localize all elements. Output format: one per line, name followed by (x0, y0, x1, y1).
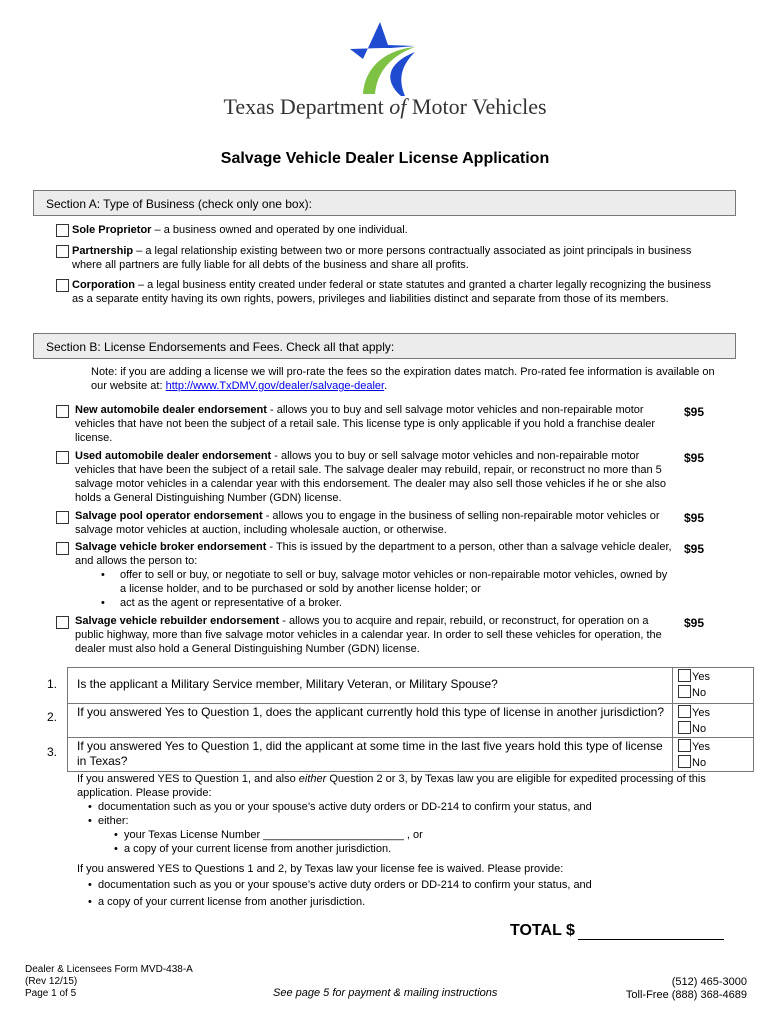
section-a-header: Section A: Type of Business (check only one box): (33, 190, 736, 216)
question-1-number: 1. (47, 677, 58, 691)
sole-proprietor-checkbox[interactable] (56, 224, 69, 237)
txdmv-star-logo-icon (345, 22, 425, 98)
expedited-info: If you answered YES to Question 1, and also either Question 2 or 3, by Texas law you are eligible for expedited processing of this application. Please provide: (77, 773, 706, 799)
corporation-checkbox[interactable] (56, 279, 69, 292)
question-3-number: 3. (47, 745, 58, 759)
expedited-sub-bullet-2: • a copy of your current license from another jurisdiction. (114, 843, 392, 855)
question-1-no[interactable]: No (678, 685, 706, 699)
footer-contact: (512) 465-3000 Toll-Free (888) 368-4689 (625, 976, 747, 1001)
sole-proprietor-label: Sole Proprietor – a business owned and operated by one individual. (72, 224, 408, 236)
total-label: TOTAL $ (510, 922, 575, 939)
expedited-bullet-2: • either: (88, 815, 129, 827)
question-row (68, 668, 753, 704)
texas-license-number-line[interactable]: • your Texas License Number _______________________ , or (114, 829, 423, 841)
used-auto-fee: $95 (684, 451, 705, 465)
used-auto-endorsement-label: Used automobile dealer endorsement - allows you to buy or sell salvage motor vehicles and non-repairable motor vehicles that have been the subject of a retail sale. The salvage dealer may rebuild, repair, or reconstruct no more than 5 salvage motor vehicles in a calendar year with this endorsement. The dealer may also sell those vehicles if he or she also holds a General Distinguishing Number (GDN) license. (75, 450, 667, 504)
waiver-bullet-1: • documentation such as you or your spouse’s active duty orders or DD-214 to confirm your status, and (88, 879, 592, 891)
used-auto-endorsement-checkbox[interactable] (56, 451, 69, 464)
question-2-yes[interactable]: Yes (678, 705, 710, 719)
question-3-text: If you answered Yes to Question 1, did the applicant at some time in the last five years hold this type of license in Texas? (77, 739, 663, 768)
military-questions-table (67, 667, 754, 772)
footer-instructions: See page 5 for payment & mailing instructions (273, 987, 498, 999)
salvage-pool-endorsement-label: Salvage pool operator endorsement - allows you to engage in the business of selling non-repairable motor vehicles or salvage motor vehicles at auction, including wholesale auction, or otherwise. (75, 510, 660, 536)
question-3-yes[interactable]: Yes (678, 739, 710, 753)
section-b-header: Section B: License Endorsements and Fees. Check all that apply: (33, 333, 736, 359)
broker-bullet-1: • offer to sell or buy, or negotiate to sell or buy, salvage motor vehicles or non-repairable motor vehicles, owned by a license holder, and to be purchased or sold by another license holder; or (101, 569, 668, 595)
partnership-label: Partnership – a legal relationship existing between two or more persons contractually associated as joint principals in business where all partners are fully liable for all debts of the business and share all profits. (72, 245, 692, 271)
broker-fee: $95 (684, 542, 705, 556)
agency-name: Texas Department of Motor Vehicles (223, 94, 547, 119)
broker-endorsement-checkbox[interactable] (56, 542, 69, 555)
salvage-pool-endorsement-checkbox[interactable] (56, 511, 69, 524)
question-1-text: Is the applicant a Military Service member, Military Veteran, or Military Spouse? (77, 677, 498, 691)
question-1-yes[interactable]: Yes (678, 669, 710, 683)
new-auto-endorsement-checkbox[interactable] (56, 405, 69, 418)
expedited-bullet-1: • documentation such as you or your spouse’s active duty orders or DD-214 to confirm your status, and (88, 801, 592, 813)
new-auto-endorsement-label: New automobile dealer endorsement - allows you to buy and sell salvage motor vehicles and non-repairable motor vehicles that have not been the subject of a retail sale. This license type is only applicable if you hold a franchise dealer license. (75, 404, 656, 444)
question-row (68, 738, 753, 771)
rebuilder-fee: $95 (684, 616, 705, 630)
salvage-dealer-link[interactable]: http://www.TxDMV.gov/dealer/salvage-dealer (165, 380, 385, 392)
page-title: Salvage Vehicle Dealer License Application (220, 150, 550, 167)
question-row (68, 704, 753, 738)
corporation-label: Corporation – a legal business entity created under federal or state statutes and granted a charter legally recognizing the business as a separate entity having its own rights, powers, privileges and liabilities distinct and separate from those of its members. (72, 279, 711, 305)
broker-endorsement-label: Salvage vehicle broker endorsement - This is issued by the department to a person, other than a salvage vehicle dealer, and allows the person to: (75, 541, 672, 567)
salvage-pool-fee: $95 (684, 511, 705, 525)
rebuilder-endorsement-label: Salvage vehicle rebuilder endorsement - allows you to acquire and repair, rebuild, or reconstruct, for operation on a public highway, more than five salvage motor vehicles in a calendar year. In order to sell these vehicles for operation, the dealer must also hold a General Distinguishing Number (GDN) license. (75, 615, 662, 655)
question-2-number: 2. (47, 710, 58, 724)
question-2-text: If you answered Yes to Question 1, does the applicant currently hold this type of license in another jurisdiction? (77, 705, 665, 719)
question-2-no[interactable]: No (678, 721, 706, 735)
rebuilder-endorsement-checkbox[interactable] (56, 616, 69, 629)
proration-note: Note: if you are adding a license we will pro-rate the fees so the expiration dates match. Pro-rated fee information is available on our website at: http://www.TxDMV.gov/dealer/salvage-dealer. (91, 366, 715, 392)
waiver-bullet-2: • a copy of your current license from another jurisdiction. (88, 896, 366, 908)
fee-waiver-info: If you answered YES to Questions 1 and 2, by Texas law your license fee is waived. Please provide: (77, 863, 564, 875)
total-input[interactable] (578, 939, 724, 940)
question-3-no[interactable]: No (678, 755, 706, 769)
partnership-checkbox[interactable] (56, 245, 69, 258)
footer-form-info: Dealer & Licensees Form MVD-438-A (Rev 12/15) Page 1 of 5 (25, 964, 193, 999)
new-auto-fee: $95 (684, 405, 705, 419)
broker-bullet-2: • act as the agent or representative of a broker. (101, 597, 342, 609)
